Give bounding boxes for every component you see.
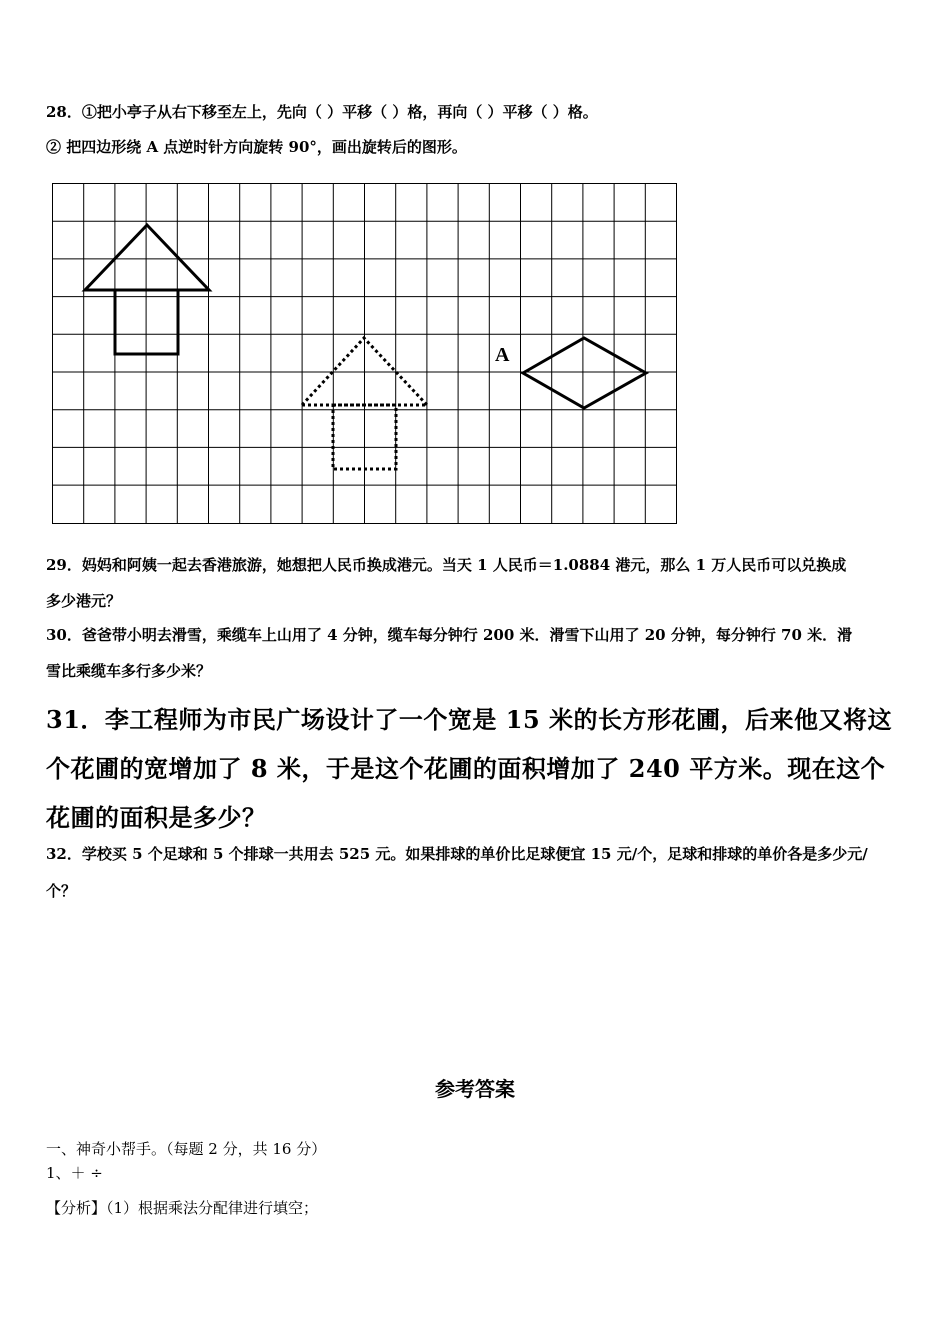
- q30-line2: 雪比乘缆车多行多少米？: [46, 662, 212, 680]
- q30-line1: 30．爸爸带小明去滑雪，乘缆车上山用了 4 分钟，缆车每分钟行 200 米．滑雪下山用了 20 分钟，每分钟行 70 米．滑: [46, 626, 853, 644]
- quadrilateral: [523, 338, 646, 408]
- q31-line3: 花圃的面积是多少？: [46, 803, 267, 832]
- answer-analysis: 【分析】（1）根据乘法分配律进行填空；: [46, 1199, 319, 1217]
- q29-line2: 多少港元？: [46, 592, 122, 610]
- answer-item-1: 1、＋ ÷: [46, 1164, 103, 1182]
- answers-section-heading: 一、神奇小帮手。（每题 2 分，共 16 分）: [46, 1140, 327, 1158]
- point-a-label: A: [495, 344, 510, 366]
- q29-line1: 29．妈妈和阿姨一起去香港旅游，她想把人民币换成港元。当天 1 人民币＝1.0884 港元，那么 1 万人民币可以兑换成: [46, 556, 847, 574]
- q31-line1: 31．李工程师为市民广场设计了一个宽是 15 米的长方形花圃，后来他又将这: [46, 705, 893, 734]
- answers-title: 参考答案: [435, 1077, 515, 1101]
- grid-figure: [52, 183, 680, 527]
- q31-line2: 个花圃的宽增加了 8 米，于是这个花圃的面积增加了 240 平方米。现在这个: [46, 754, 886, 783]
- q28-line1: 28．①把小亭子从右下移至左上，先向（ ）平移（ ）格，再向（ ）平移（ ）格。: [46, 103, 598, 121]
- q28-line2: ② 把四边形绕 A 点逆时针方向旋转 90°，画出旋转后的图形。: [46, 138, 467, 156]
- q32-line2: 个？: [46, 882, 77, 900]
- q32-line1: 32．学校买 5 个足球和 5 个排球一共用去 525 元。如果排球的单价比足球便宜 15 元/个，足球和排球的单价各是多少元/: [46, 845, 868, 863]
